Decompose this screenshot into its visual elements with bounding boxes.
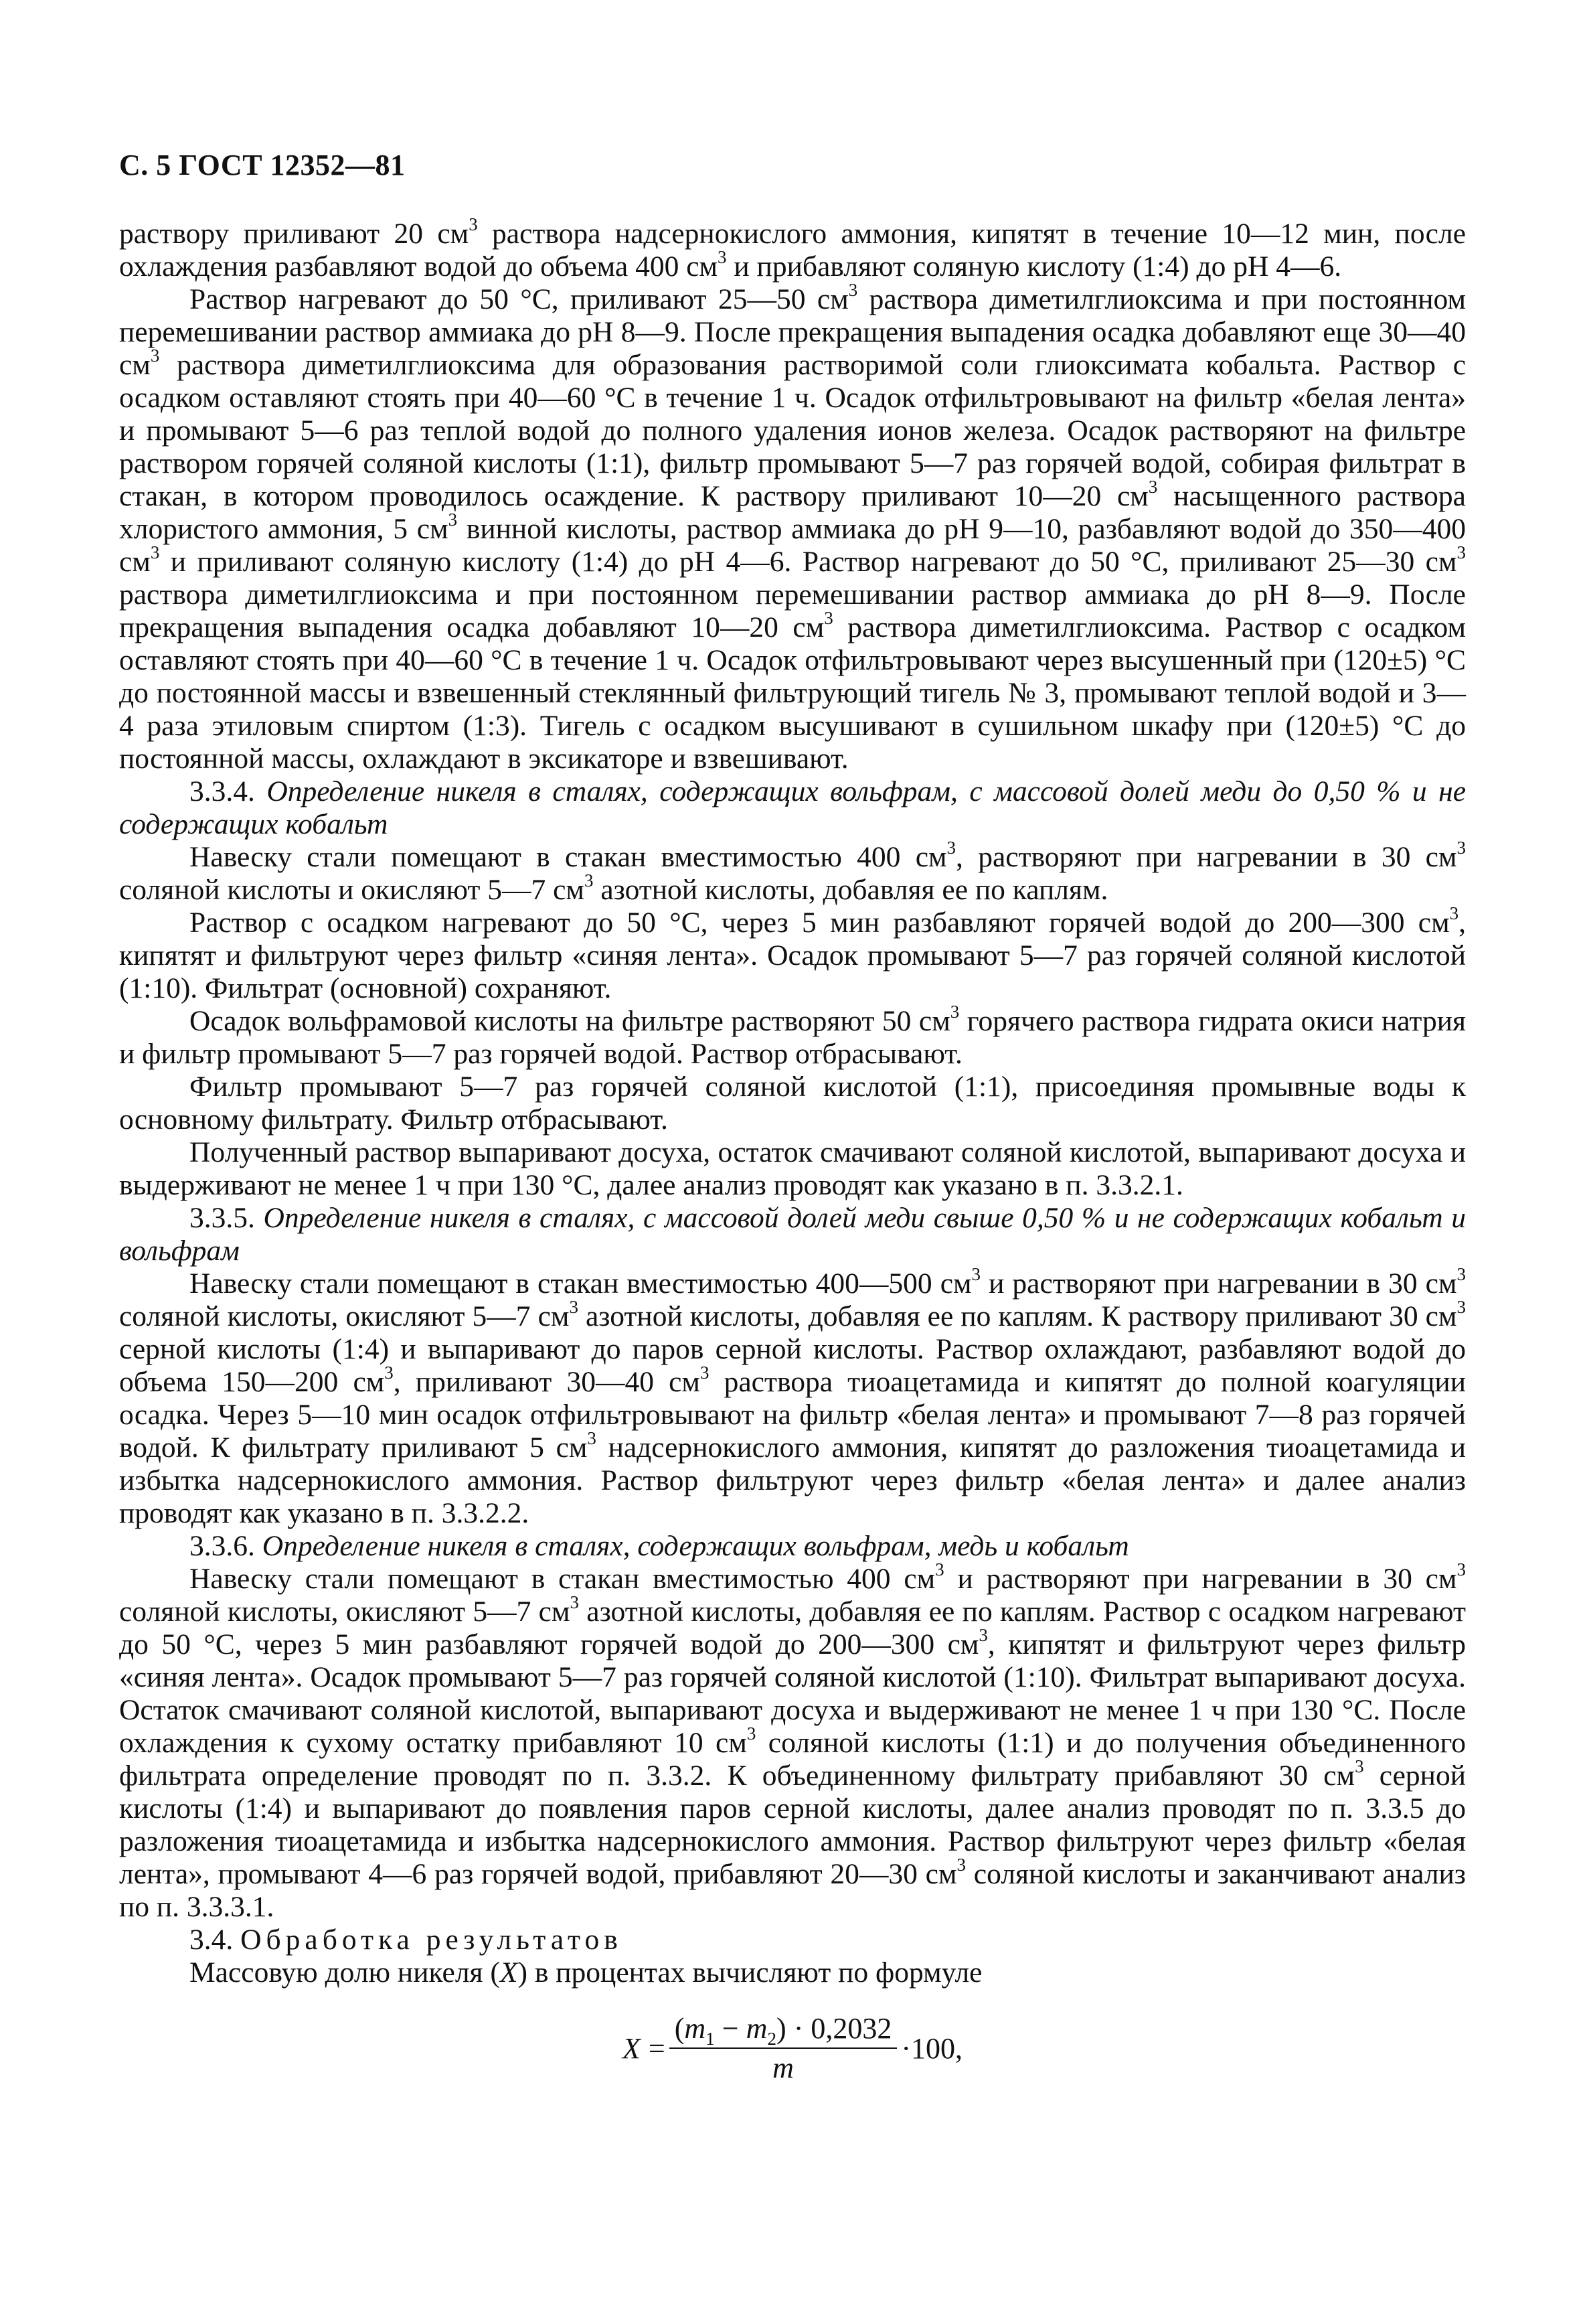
section-heading-3-3-6: 3.3.6. Определение никеля в сталях, содержащих вольфрам, медь и кобальт [189,1530,1129,1562]
formula-numerator: $(m_1 - m_2) \cdot 0,2032$ [669,2012,898,2049]
formula-equals: = [648,2031,665,2065]
section-heading-3-4: 3.4. Обработка результатов [189,1924,622,1956]
paragraph: Раствор нагревают до 50 °С, приливают 25—50 $см^3$ раствора диметилглиоксима и при постоянном перемешивании раствор аммиака до pH 8—9. После прекращения выпадения осадка добавляют еще 30—40 $см^3$ раствора диметилглиоксима для образования растворимой соли глиоксимата кобальта. Раствор с осадком оставляют стоять при 40—60 °С в течение 1 ч. Осадок отфильтровывают на фильтр «белая лента» и промывают 5—6 раз теплой водой до полного удаления ионов железа. Осадок растворяют на фильтре раствором горячей соляной кислоты (1:1), фильтр промывают 5—7 раз горячей водой, собирая фильтрат в стакан, в котором проводилось осаждение. К раствору приливают 10—20 $см^3$ насыщенного раствора хлористого аммония, 5 $см^3$ винной кислоты, раствор аммиака до pH 9—10, разбавляют водой до 350—400 $см^3$ и приливают соляную кислоту (1:4) до pH 4—6. Раствор нагревают до 50 °С, приливают 25—30 $см^3$ раствора диметилглиоксима и при постоянном перемешивании раствор аммиака до pH 8—9. После прекращения выпадения осадка добавляют 10—20 $см^3$ раствора диметилглиоксима. Раствор с осадком оставляют стоять при 40—60 °С в течение 1 ч. Осадок отфильтровывают через высушенный при (120±5) °С до постоянной массы и взвешенный стеклянный фильтрующий тигель № 3, промывают теплой водой и 3—4 раза этиловым спиртом (1:3). Тигель с осадком высушивают в сушильном шкафу при (120±5) °С до постоянной массы, охлаждают в эксикаторе и взвешивают. [119,280,1466,775]
nickel-formula [622,2012,963,2084]
paragraph: Фильтр промывают 5—7 раз горячей соляной кислотой (1:1), присоединяя промывные воды к основному фильтрату. Фильтр отбрасывают. [119,1071,1466,1136]
paragraph: Навеску стали помещают в стакан вместимостью 400—500 $см^3$ и растворяют при нагревании в 30 $см^3$ соляной кислоты, окисляют 5—7 $см^3$ азотной кислоты, добавляя ее по каплям. К раствору приливают 30 $см^3$ серной кислоты (1:4) и выпаривают до паров серной кислоты. Раствор охлаждают, разбавляют водой до объема 150—200 $см^3$, приливают 30—40 $см^3$ раствора тиоацетамида и кипятят до полной коагуляции осадка. Через 5—10 мин осадок отфильтровывают на фильтр «белая лента» и промывают 7—8 раз горячей водой. К фильтрату приливают 5 $см^3$ надсернокислого аммония, кипятят до разложения тиоацетамида и избытка надсернокислого аммония. Раствор фильтруют через фильтр «белая лента» и далее анализ проводят как указано в п. 3.3.2.2. [119,1264,1467,1529]
formula-denominator: m [772,2051,794,2084]
paragraph: Полученный раствор выпаривают досуха, остаток смачивают соляной кислотой, выпаривают досуха и выдерживают не менее 1 ч при 130 °С, далее анализ проводят как указано в п. 3.3.2.1. [119,1136,1466,1201]
formula-lhs: X [622,2031,641,2065]
paragraph: Навеску стали помещают в стакан вместимостью 400 $см^3$, растворяют при нагревании в 30 $см^3$ соляной кислоты и окисляют 5—7 $см^3$ азотной кислоты, добавляя ее по каплям. [119,838,1467,906]
section-heading-3-3-4: 3.3.4. Определение никеля в сталях, содержащих вольфрам, с массовой долей меди до 0,50 % и не содержащих кобальт [119,775,1467,840]
formula-multiplier: ·100, [901,2031,963,2065]
paragraph: Раствор с осадком нагревают до 50 °С, через 5 мин разбавляют горячей водой до 200—300 $см^3$, кипятят и фильтруют через фильтр «синяя лента». Осадок промывают 5—7 раз горячей соляной кислотой (1:10). Фильтрат (основной) сохраняют. [119,903,1466,1004]
document-body [119,214,1467,1989]
paragraph: Навеску стали помещают в стакан вместимостью 400 $см^3$ и растворяют при нагревании в 30 $см^3$ соляной кислоты, окисляют 5—7 $см^3$ азотной кислоты, добавляя ее по каплям. Раствор с осадком нагревают до 50 °С, через 5 мин разбавляют горячей водой до 200—300 $см^3$, кипятят и фильтруют через фильтр «синяя лента». Осадок промывают 5—7 раз горячей соляной кислотой (1:10). Фильтрат выпаривают досуха. Остаток смачивают соляной кислотой, выпаривают досуха и выдерживают не менее 1 ч при 130 °С. После охлаждения к сухому остатку прибавляют 10 $см^3$ соляной кислоты (1:1) и до получения объединенного фильтрата определение проводят по п. 3.3.2. К объединенному фильтрату прибавляют 30 $см^3$ серной кислоты (1:4) и выпаривают до появления паров серной кислоты, далее анализ проводят по п. 3.3.5 до разложения тиоацетамида и избытка надсернокислого аммония. Раствор фильтруют через фильтр «белая лента», промывают 4—6 раз горячей водой, прибавляют 20—30 $см^3$ соляной кислоты и заканчивают анализ по п. 3.3.3.1. [119,1559,1466,1923]
paragraph: Массовую долю никеля (X) в процентах вычисляют по формуле [189,1956,983,1989]
paragraph: раствору приливают 20 $см^3$ раствора надсернокислого аммония, кипятят в течение 10—12 мин, после охлаждения разбавляют водой до объема 400 $см^3$ и прибавляют соляную кислоту (1:4) до pH 4—6. [119,214,1466,283]
section-heading-3-3-5: 3.3.5. Определение никеля в сталях, с массовой долей меди свыше 0,50 % и не содержащих кобальт и вольфрам [119,1202,1466,1267]
page-header: С. 5 ГОСТ 12352—81 [119,149,406,181]
paragraph: Осадок вольфрамовой кислоты на фильтре растворяют 50 $см^3$ горячего раствора гидрата окиси натрия и фильтр промывают 5—7 раз горячей водой. Раствор отбрасывают. [119,1002,1466,1070]
formula-fraction [669,2012,898,2084]
